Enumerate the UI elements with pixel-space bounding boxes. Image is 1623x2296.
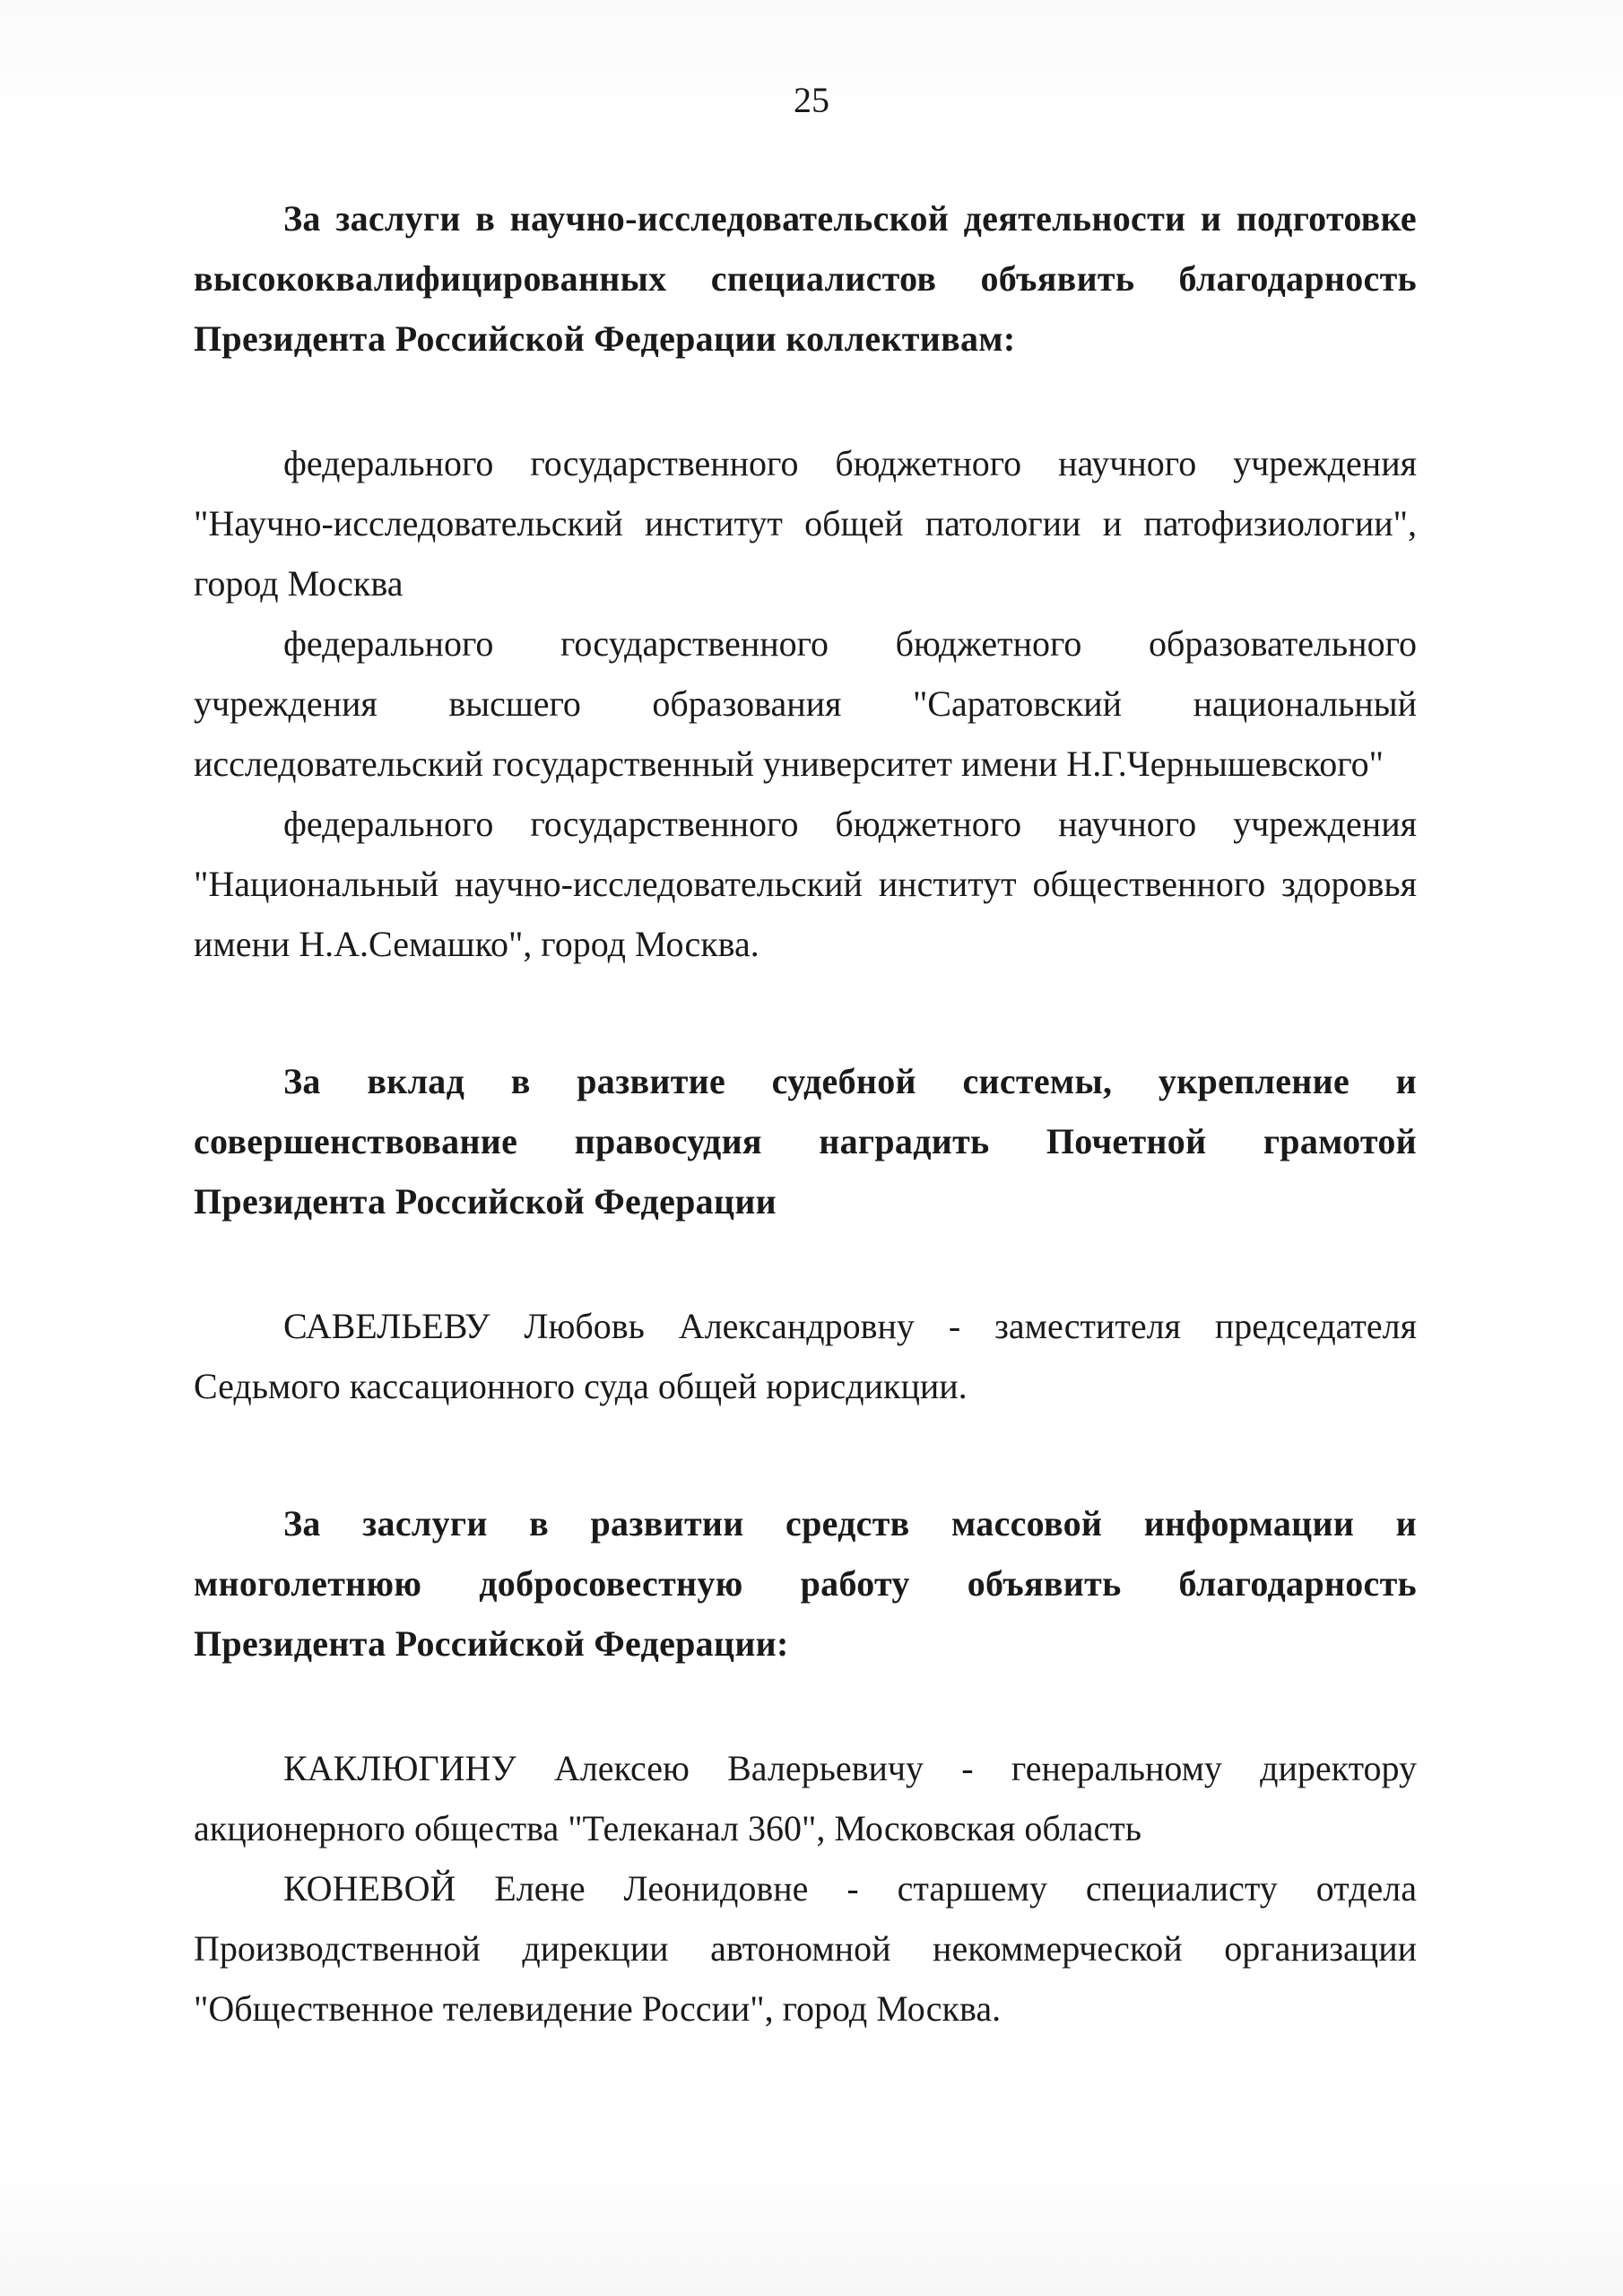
section-heading: За вклад в развитие судебной системы, укрепление и совершенствование правосудия наградить Почетной грамотой Президента Российской Федерации bbox=[194, 1061, 1417, 1222]
entry-item: КАКЛЮГИНУ Алексею Валерьевичу - генеральному директору акционерного общества "Телеканал 360", Московская область bbox=[194, 1748, 1417, 1848]
page-number: 25 bbox=[794, 80, 829, 120]
section-media-gratitude bbox=[194, 1493, 1417, 2039]
section-science-gratitude bbox=[194, 188, 1417, 974]
entry-item: федерального государственного бюджетного научного учреждения "Научно-исследовательский институт общей патологии и патофизиологии", город Москва bbox=[194, 443, 1417, 604]
entry-item: САВЕЛЬЕВУ Любовь Александровну - заместителя председателя Седьмого кассационного суда общей юрисдикции. bbox=[194, 1306, 1417, 1406]
entry-item: федерального государственного бюджетного научного учреждения "Национальный научно-исследовательский институт общественного здоровья имени Н.А.Семашко", город Москва. bbox=[194, 804, 1417, 964]
section-judicial-award bbox=[194, 1051, 1417, 1416]
section-heading: За заслуги в научно-исследовательской деятельности и подготовке высококвалифицированных специалистов объявить благодарность Президента Российской Федерации коллективам: bbox=[194, 198, 1417, 359]
document-body bbox=[194, 188, 1417, 2039]
section-heading: За заслуги в развитии средств массовой информации и многолетнюю добросовестную работу объявить благодарность Президента Российской Федерации: bbox=[194, 1503, 1417, 1664]
entry-item: федерального государственного бюджетного образовательного учреждения высшего образования "Саратовский национальный исследовательский государственный университет имени Н.Г.Чернышевского" bbox=[194, 623, 1417, 784]
entry-item: КОНЕВОЙ Елене Леонидовне - старшему специалисту отдела Производственной дирекции автономной некоммерческой организации "Общественное телевидение России", город Москва. bbox=[194, 1868, 1417, 2029]
